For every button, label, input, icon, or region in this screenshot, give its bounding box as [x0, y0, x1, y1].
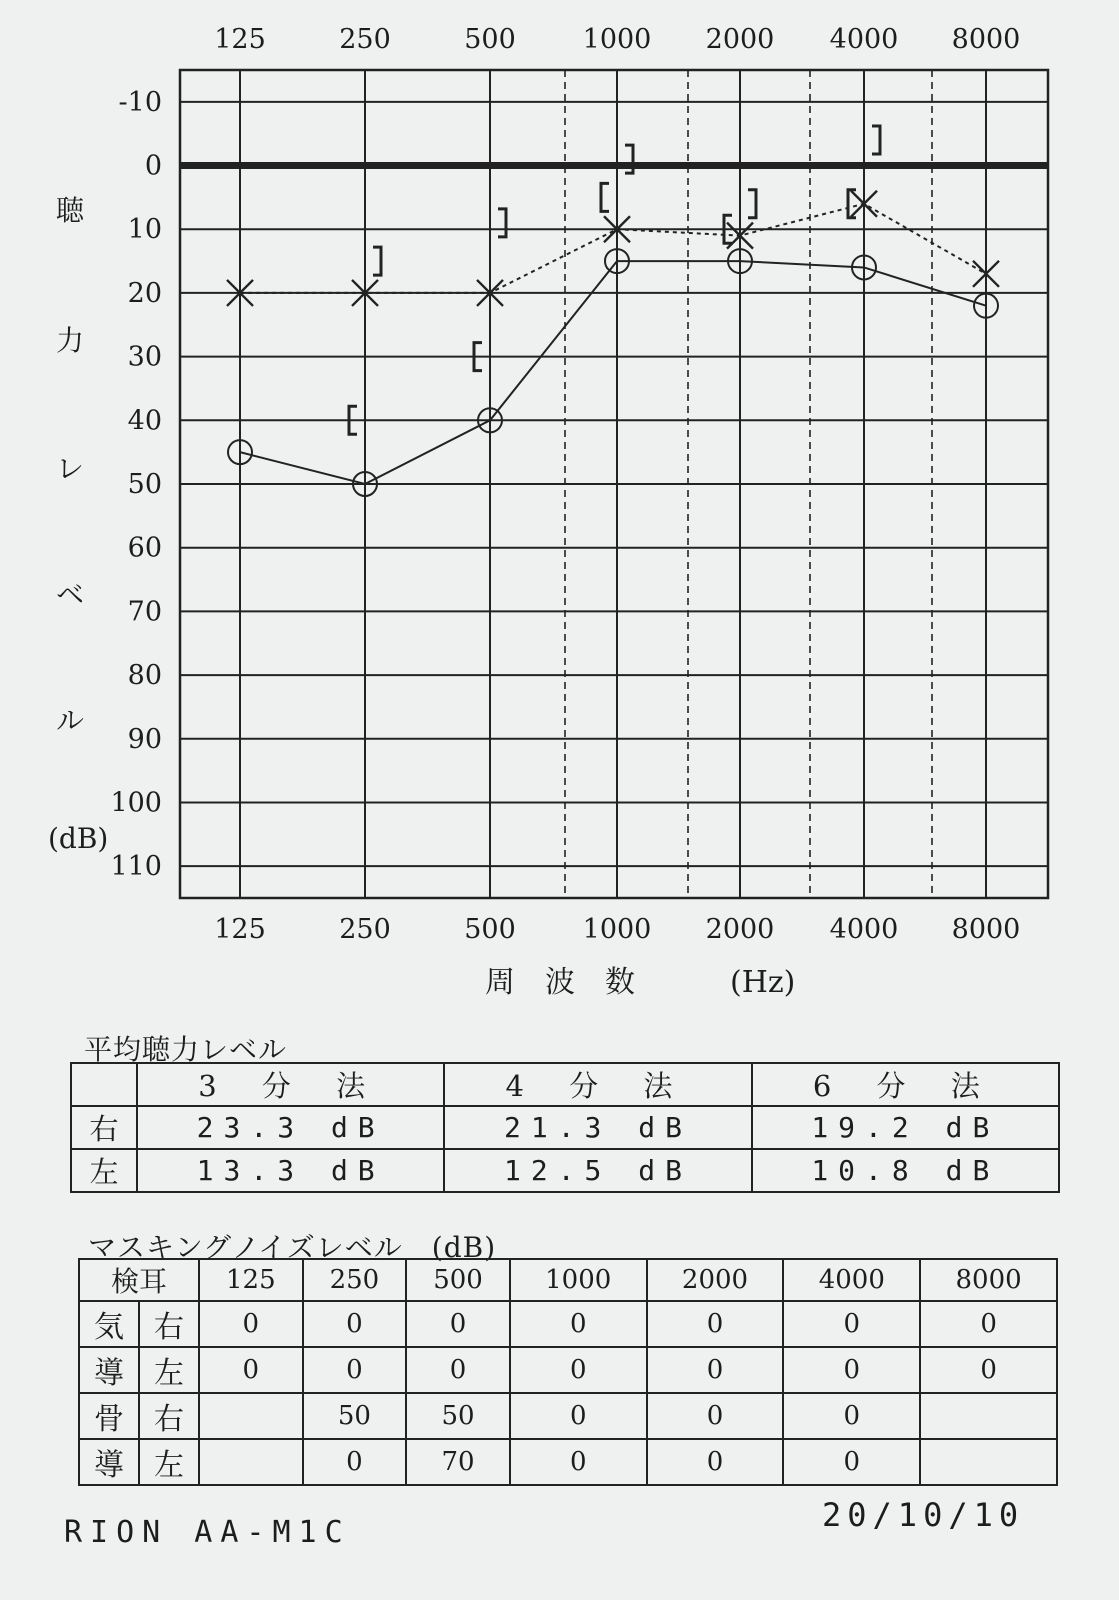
chart-grid	[180, 70, 1048, 898]
masking-header-row	[79, 1259, 1057, 1301]
x-tick-label-top: 2000	[705, 24, 775, 55]
average-corner	[71, 1063, 137, 1106]
y-tick-label: 0	[144, 150, 162, 182]
masking-cell: 0	[199, 1301, 303, 1347]
y-axis-label-char: 聴	[55, 194, 85, 227]
masking-row	[79, 1393, 1057, 1439]
masking-cell: 70	[406, 1439, 510, 1485]
masking-cell: 0	[510, 1301, 647, 1347]
y-tick-label: 10	[127, 214, 162, 246]
x-tick-label-bottom: 1000	[582, 914, 652, 945]
average-header: 4 分 法	[444, 1063, 751, 1106]
average-value: 12.5 dB	[444, 1149, 751, 1192]
masking-cell: 0	[406, 1347, 510, 1393]
y-tick-label: 50	[127, 469, 162, 500]
masking-cell: 0	[510, 1439, 647, 1485]
x-tick-label-top: 125	[214, 24, 266, 55]
x-tick-label-bottom: 250	[339, 914, 391, 945]
masking-cell: 0	[303, 1439, 407, 1485]
average-value: 13.3 dB	[137, 1149, 444, 1192]
x-tick-label-bottom: 8000	[951, 914, 1021, 945]
x-axis-unit: (Hz)	[730, 965, 796, 1000]
masking-cell: 0	[920, 1301, 1057, 1347]
x-tick-label-top: 250	[339, 24, 391, 55]
masking-group-label: 骨	[79, 1393, 139, 1439]
x-tick-label-bottom: 500	[464, 914, 516, 945]
average-side: 左	[71, 1149, 137, 1192]
masking-cell: 0	[510, 1347, 647, 1393]
masking-cell: 0	[510, 1393, 647, 1439]
masking-cell: 50	[303, 1393, 407, 1439]
masking-cell: 0	[783, 1439, 920, 1485]
masking-freq-header: 8000	[920, 1259, 1057, 1301]
average-value: 10.8 dB	[752, 1149, 1059, 1192]
y-tick-label: 40	[127, 405, 162, 437]
x-tick-labels-top	[214, 24, 1020, 55]
y-tick-label: 60	[127, 532, 162, 564]
masking-side-label: 左	[139, 1439, 199, 1485]
masking-freq-header: 4000	[783, 1259, 920, 1301]
masking-freq-header: 1000	[510, 1259, 647, 1301]
masking-row	[79, 1301, 1057, 1347]
masking-cell: 0	[647, 1439, 784, 1485]
masking-cell: 0	[303, 1301, 407, 1347]
x-tick-label-top: 1000	[582, 24, 652, 55]
data-point-bracket-right	[748, 190, 756, 218]
y-tick-label: 20	[127, 277, 162, 309]
masking-group-label: 導	[79, 1439, 139, 1485]
x-tick-label-top: 8000	[951, 24, 1021, 55]
test-date: 20/10/10	[822, 1496, 1025, 1534]
data-point-bracket-left	[601, 183, 609, 211]
masking-freq-header: 125	[199, 1259, 303, 1301]
masking-cell	[920, 1439, 1057, 1485]
average-header-row	[71, 1063, 1059, 1106]
average-header: 3 分 法	[137, 1063, 444, 1106]
masking-table	[78, 1258, 1058, 1486]
masking-cell: 0	[783, 1301, 920, 1347]
masking-group-label: 導	[79, 1347, 139, 1393]
series-line	[240, 261, 986, 484]
masking-cell: 0	[920, 1347, 1057, 1393]
average-value: 21.3 dB	[444, 1106, 751, 1149]
masking-title: マスキングノイズレベル (dB)	[88, 1231, 497, 1264]
data-point-bracket-right	[498, 209, 506, 237]
x-tick-labels-bottom	[214, 914, 1020, 945]
x-tick-label-bottom: 125	[214, 914, 266, 945]
masking-row	[79, 1347, 1057, 1393]
x-tick-label-top: 500	[464, 24, 516, 55]
x-axis-label: 周 波 数	[485, 965, 635, 1000]
average-side: 右	[71, 1106, 137, 1149]
masking-cell	[199, 1439, 303, 1485]
data-point-bracket-right	[373, 247, 381, 275]
masking-side-label: 右	[139, 1301, 199, 1347]
y-tick-label: -10	[118, 86, 162, 118]
y-axis-label-char: ベ	[55, 578, 85, 611]
y-axis-label-char: レ	[55, 452, 85, 485]
y-tick-labels	[110, 87, 162, 882]
y-tick-label: 110	[110, 851, 162, 883]
masking-cell: 0	[783, 1347, 920, 1393]
masking-cell	[920, 1393, 1057, 1439]
x-tick-label-bottom: 4000	[829, 914, 899, 945]
x-tick-label-bottom: 2000	[705, 914, 775, 945]
y-tick-label: 90	[127, 723, 162, 755]
average-row-right	[71, 1106, 1059, 1149]
masking-row	[79, 1439, 1057, 1485]
device-model: RION AA-M1C	[64, 1515, 351, 1550]
masking-ear-header: 検耳	[79, 1259, 199, 1301]
series-line	[240, 204, 986, 293]
masking-freq-header: 500	[406, 1259, 510, 1301]
masking-cell: 0	[406, 1301, 510, 1347]
y-tick-label: 80	[127, 660, 162, 692]
y-axis-unit: (dB)	[48, 822, 109, 855]
average-value: 19.2 dB	[752, 1106, 1059, 1149]
masking-cell	[199, 1393, 303, 1439]
masking-cell: 0	[647, 1393, 784, 1439]
masking-cell: 0	[199, 1347, 303, 1393]
masking-cell: 0	[647, 1301, 784, 1347]
y-axis-label-char: 力	[55, 324, 85, 357]
average-value: 23.3 dB	[137, 1106, 444, 1149]
masking-cell: 50	[406, 1393, 510, 1439]
masking-cell: 0	[647, 1347, 784, 1393]
average-header: 6 分 法	[752, 1063, 1059, 1106]
y-tick-label: 70	[127, 596, 162, 628]
average-title: 平均聴力レベル	[84, 1033, 288, 1066]
masking-group-label: 気	[79, 1301, 139, 1347]
masking-side-label: 右	[139, 1393, 199, 1439]
y-tick-label: 30	[127, 341, 162, 373]
average-row-left	[71, 1149, 1059, 1192]
masking-freq-header: 2000	[647, 1259, 784, 1301]
masking-cell: 0	[303, 1347, 407, 1393]
average-table	[70, 1062, 1060, 1193]
x-tick-label-top: 4000	[829, 24, 899, 55]
masking-side-label: 左	[139, 1347, 199, 1393]
y-tick-label: 100	[110, 787, 162, 819]
chart-series	[227, 126, 999, 496]
y-axis-label-char: ル	[55, 704, 85, 737]
masking-cell: 0	[783, 1393, 920, 1439]
y-axis-label	[56, 194, 85, 737]
masking-freq-header: 250	[303, 1259, 407, 1301]
data-point-bracket-right	[872, 126, 880, 154]
